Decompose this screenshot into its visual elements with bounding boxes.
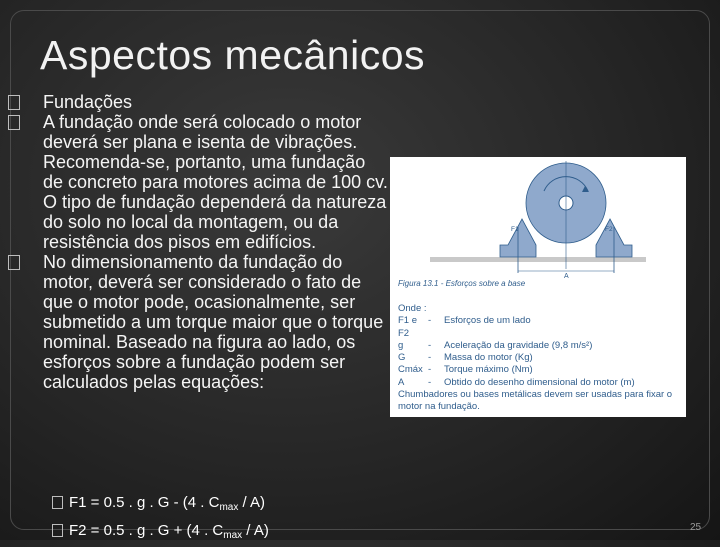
legend-title: Onde : [398,303,427,314]
legend-symbol: Cmáx [398,364,423,376]
legend-desc: Massa do motor (Kg) [444,352,533,364]
figure-legend [398,303,680,414]
legend-symbol: G [398,352,406,364]
legend-symbol: A [398,376,405,388]
bullet-marker-icon [8,255,20,270]
equation-f1-text: F1 = 0.5 . g . G - (4 . C [69,494,220,511]
equation-f1-tail: / A) [238,494,266,511]
bullet-marker-icon [52,524,63,537]
ground-base [430,257,646,262]
legend-row: g - Aceleração da gravidade (9,8 m/s²) [398,340,680,352]
equation-f2 [52,519,382,547]
equation-list [52,491,382,547]
slide-number: 25 [690,522,702,533]
legend-row: F1 e F2 - Esforços de um lado [398,315,680,340]
legend-note: Chumbadores ou bases metálicas devem ser usadas para fixar o motor na fundação. [398,389,673,413]
bullet-text: No dimensionamento da fundação do motor, deverá ser considerado o fato de que o motor pode, ocasionalmente, ser submetido a um torque maior que o torque nominal. Baseado na figura ao lado, os esforços sobre a fundação podem ser calculados pelas equações: [43,252,384,392]
bullet-item [8,112,388,252]
bullet-text: Fundações [43,92,133,112]
legend-row: A - Obtido do desenho dimensional do motor (m) [398,377,680,389]
legend-desc: Torque máximo (Nm) [444,364,533,376]
bullet-item [8,252,388,392]
bullet-marker-icon [52,496,63,509]
equation-f2-sub: max [223,530,243,541]
bullet-marker-icon [8,115,20,130]
legend-row: Cmáx - Torque máximo (Nm) [398,364,680,376]
figure-panel [390,157,686,417]
label-a: A [564,273,569,280]
figure-caption: Figura 13.1 - Esforços sobre a base [398,279,526,288]
legend-desc: Esforços de um lado [444,315,531,327]
equation-f1-sub: max [219,502,239,513]
bullet-marker-icon [8,95,20,110]
slide-title: Aspectos mecânicos [40,32,426,78]
legend-symbol: g [398,339,404,351]
bullet-item [8,92,388,112]
equation-f2-text: F2 = 0.5 . g . G + (4 . C [69,522,224,539]
bullet-text: A fundação onde será colocado o motor deverá ser plana e isenta de vibrações. Recomenda-se, portanto, uma fundação de concreto para motores acima de 100 cv. O tipo de fundação dependerá da natureza do solo no local da montagem, ou da resistência dos pisos em edifícios. [43,112,388,252]
motor-diagram [390,157,686,282]
equation-f1 [52,491,382,519]
legend-symbol: F1 e F2 [398,315,418,339]
legend-desc: Obtido do desenho dimensional do motor (m) [444,376,635,388]
equation-f2-tail: / A) [242,522,269,539]
label-f1: F1 [511,226,519,233]
legend-row: G - Massa do motor (Kg) [398,352,680,364]
label-f2: F2 [605,226,613,233]
bullet-list [8,92,388,392]
legend-desc: Aceleração da gravidade (9,8 m/s²) [444,339,593,351]
